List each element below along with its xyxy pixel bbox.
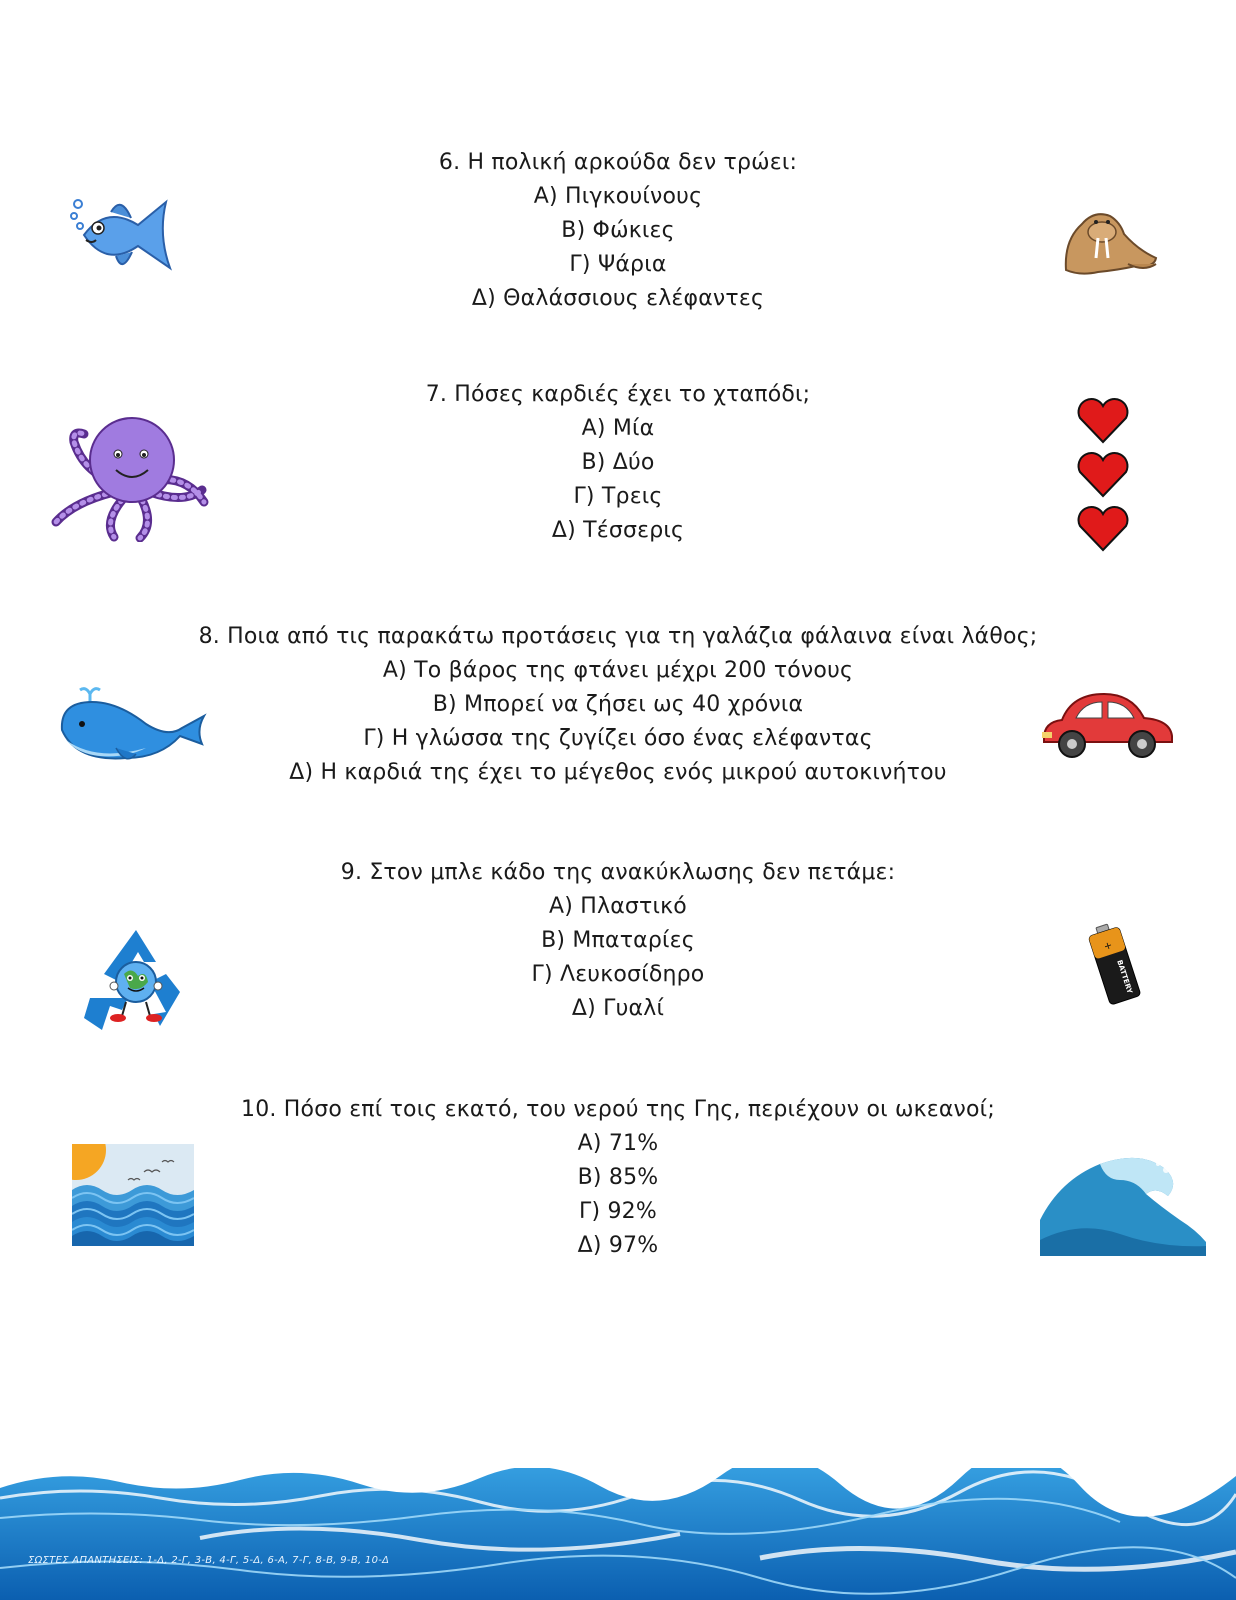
question-8-option-b: Β) Μπορεί να ζήσει ως 40 χρόνια <box>432 692 804 717</box>
question-6-option-a: Α) Πιγκουίνους <box>533 184 703 209</box>
svg-text:+: + <box>1102 939 1114 953</box>
question-7-option-a: Α) Μία <box>581 416 655 441</box>
question-9-option-a: Α) Πλαστικό <box>549 894 687 919</box>
correct-answers-note: ΣΩΣΤΕΣ ΑΠΑΝΤΗΣΕΙΣ: 1-Δ, 2-Γ, 3-Β, 4-Γ, 5-Δ, 6-Α, 7-Γ, 8-Β, 9-Β, 10-Δ <box>28 1555 390 1566</box>
question-6-option-b: Β) Φώκιες <box>561 218 675 243</box>
question-7-option-d: Δ) Τέσσερις <box>551 518 685 543</box>
whale-icon <box>56 686 208 772</box>
question-8-prompt: 8. Ποια από τις παρακάτω προτάσεις για τη γαλάζια φάλαινα είναι λάθος; <box>198 624 1038 649</box>
sea-sun-icon <box>72 1144 194 1246</box>
question-8-option-d: Δ) Η καρδιά της έχει το μέγεθος ενός μικρού αυτοκινήτου <box>289 760 947 785</box>
question-8-option-c: Γ) Η γλώσσα της ζυγίζει όσο ένας ελέφαντας <box>363 726 873 751</box>
question-10-option-d: Δ) 97% <box>577 1233 659 1258</box>
battery-label: BATTERY <box>1115 959 1134 995</box>
question-10-prompt: 10. Πόσο επί τοις εκατό, του νερού της Γης, περιέχουν οι ωκεανοί; <box>241 1097 995 1122</box>
question-6 <box>0 146 1236 316</box>
question-6-prompt: 6. Η πολική αρκούδα δεν τρώει: <box>438 150 798 175</box>
battery-icon <box>1082 922 1146 1006</box>
question-10-option-a: Α) 71% <box>577 1131 659 1156</box>
car-icon <box>1040 688 1176 760</box>
question-6-option-c: Γ) Ψάρια <box>569 252 667 277</box>
recycle-globe-icon <box>80 926 192 1034</box>
fish-icon <box>66 190 176 280</box>
question-8-option-a: Α) Το βάρος της φτάνει μέχρι 200 τόνους <box>382 658 854 683</box>
octopus-icon <box>44 412 214 542</box>
wave-icon <box>1040 1150 1206 1256</box>
question-10-option-b: Β) 85% <box>577 1165 659 1190</box>
question-6-option-d: Δ) Θαλάσσιους ελέφαντες <box>471 286 765 311</box>
question-9-option-d: Δ) Γυαλί <box>571 996 665 1021</box>
question-9-prompt: 9. Στον μπλε κάδο της ανακύκλωσης δεν πετάμε: <box>340 860 896 885</box>
footer-sea-banner <box>0 1468 1236 1600</box>
walrus-icon <box>1058 200 1160 280</box>
hearts-icon <box>1076 396 1130 556</box>
question-9-option-b: Β) Μπαταρίες <box>541 928 695 953</box>
question-7-prompt: 7. Πόσες καρδιές έχει το χταπόδι; <box>425 382 811 407</box>
question-10-option-c: Γ) 92% <box>579 1199 657 1224</box>
question-9-option-c: Γ) Λευκοσίδηρο <box>531 962 705 987</box>
question-7-option-b: Β) Δύο <box>581 450 655 475</box>
question-7-option-c: Γ) Τρεις <box>573 484 663 509</box>
